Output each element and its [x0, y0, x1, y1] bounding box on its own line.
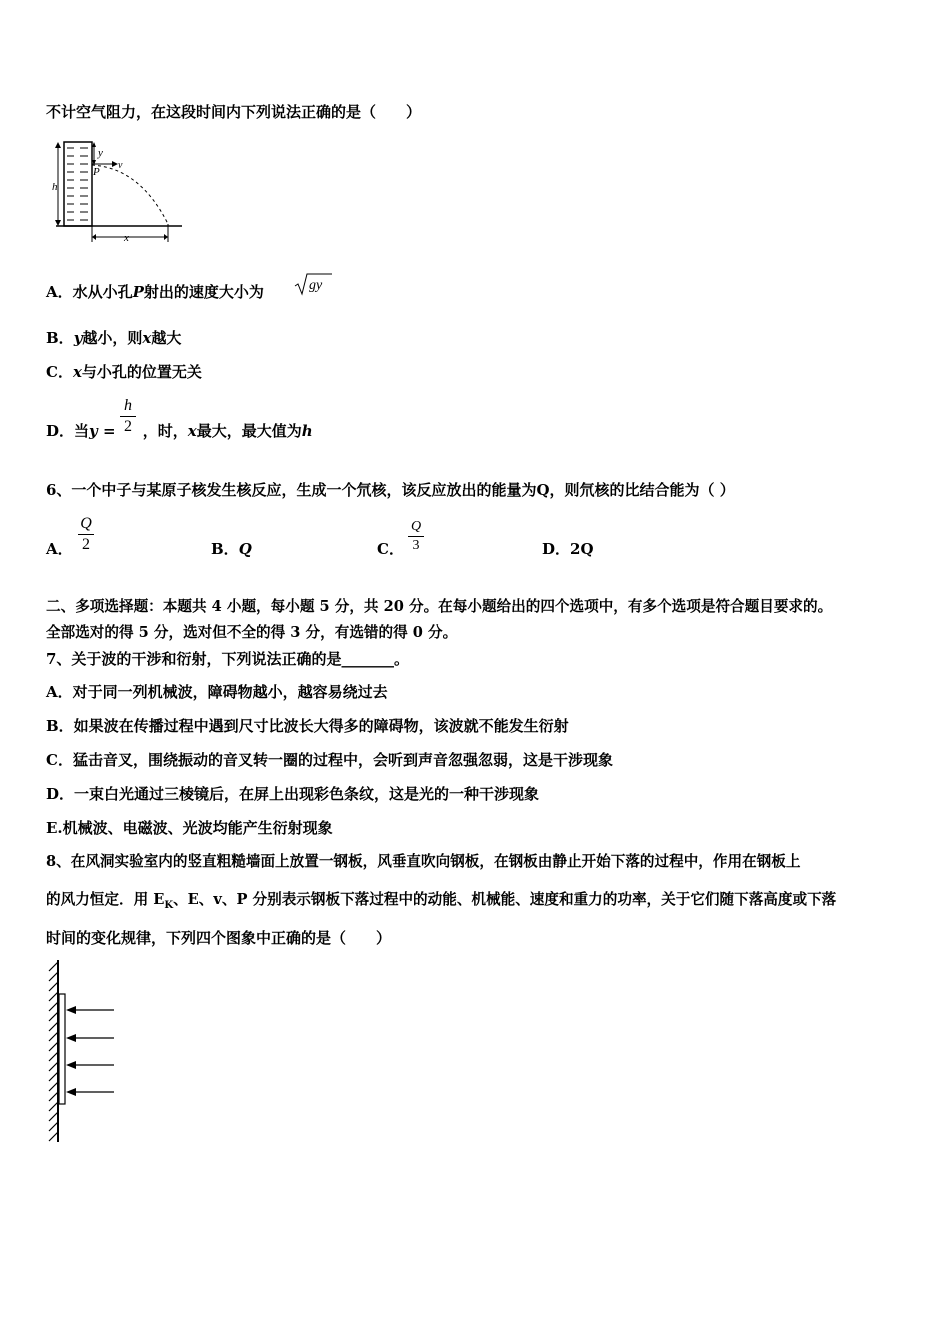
fraction-h-over-2: h 2	[120, 397, 136, 436]
q7-option-b: B．如果波在传播过程中遇到尺寸比波长大得多的障碍物，该波就不能发生衍射	[46, 717, 569, 735]
q6-option-b: B．Q	[211, 540, 252, 558]
tank-figure	[50, 138, 190, 248]
q7-option-e: E.机械波、电磁波、光波均能产生衍射现象	[46, 819, 333, 837]
label-y: y	[98, 147, 103, 159]
q6-option-c-label: C．	[377, 540, 404, 558]
fraction-q-over-2: Q 2	[78, 515, 94, 554]
label-x: x	[124, 232, 129, 244]
q8-line1: 8、在风洞实验室内的竖直粗糙墙面上放置一钢板，风垂直吹向钢板，在钢板由静止开始下落的过程中，作用在钢板上	[46, 853, 801, 870]
fraction-q-over-3: Q 3	[408, 519, 424, 554]
sqrt-symbol	[294, 272, 334, 298]
q5-stem-tail: 不计空气阻力，在这段时间内下列说法正确的是（ ）	[46, 103, 422, 121]
q8-line3: 时间的变化规律，下列四个图象中正确的是（ ）	[46, 929, 392, 947]
wind-tunnel-figure	[44, 958, 124, 1146]
trajectory	[92, 165, 168, 224]
section2-line2: 全部选对的得 5 分，选对但不全的得 3 分，有选错的得 0 分。	[46, 624, 458, 641]
section2-line1: 二、多项选择题：本题共 4 小题，每小题 5 分，共 20 分。在每小题给出的四个选项中，有多个选项是符合题目要求的。	[46, 598, 833, 615]
svg-text:gy: gy	[309, 278, 323, 293]
q7-option-d: D．一束白光通过三棱镜后，在屏上出现彩色条纹，这是光的一种干涉现象	[46, 785, 540, 803]
q7-option-a: A．对于同一列机械波，障碍物越小，越容易绕过去	[46, 683, 388, 701]
tank-outline	[64, 142, 92, 226]
q7-option-c: C．猛击音叉，围绕振动的音叉转一圈的过程中，会听到声音忽强忽弱，这是干涉现象	[46, 751, 613, 769]
q6-option-d: D．2Q	[542, 540, 594, 558]
q7-stem: 7、关于波的干涉和衍射，下列说法正确的是_______。	[46, 650, 409, 668]
q6-stem: 6、一个中子与某原子核发生核反应，生成一个氘核，该反应放出的能量为Q，则氘核的比结合能为（ ）	[46, 481, 735, 499]
label-h: h	[52, 181, 58, 193]
label-p: P	[93, 166, 100, 178]
q5-option-a: A．水从小孔P射出的速度大小为	[46, 283, 264, 301]
q5-option-b: B．y越小，则x越大	[46, 329, 182, 347]
label-v: v	[118, 160, 123, 171]
wall-hatching	[49, 962, 58, 1141]
wind-arrows	[68, 1010, 114, 1092]
q5-option-c: C．x与小孔的位置无关	[46, 363, 202, 381]
q8-line2: 的风力恒定．用 $E_K$、E、v、P 分别表示钢板下落过程中的动能、机械能、速度和重力的功率，关于它们随下落高度或下落	[46, 891, 837, 911]
q5-option-d: D．当y = ，时，x最大，最大值为h	[46, 422, 313, 440]
q6-option-a-label: A．	[46, 540, 73, 558]
steel-plate	[59, 994, 65, 1104]
